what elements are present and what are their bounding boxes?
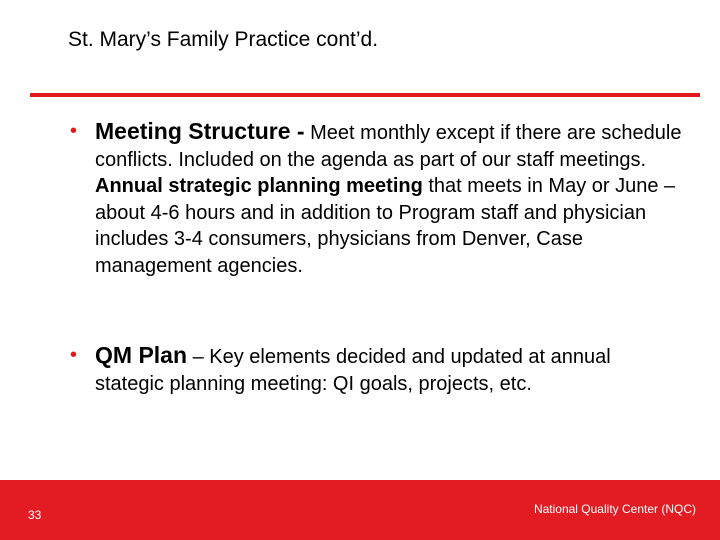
footer-organization: National Quality Center (NQC): [533, 502, 696, 516]
bullet-text: Meet monthly except if there are schedule conflicts. Included on the agenda as part of our staff meetings.: [95, 122, 682, 171]
bullet-meeting-structure: [70, 118, 685, 279]
bullet-heading: Meeting Structure -: [95, 118, 305, 144]
page-number: 33: [28, 508, 42, 522]
bullet-qm-plan: [70, 342, 685, 397]
bullet-text: – Key elements decided and updated at annual stategic planning meeting: QI goals, projects, etc.: [95, 346, 611, 395]
title-divider: [30, 93, 700, 97]
bullet-marker: •: [70, 120, 78, 142]
footer-bar: [0, 480, 720, 540]
bullet-heading: QM Plan: [95, 342, 188, 368]
slide-title: St. Mary’s Family Practice cont’d.: [68, 28, 379, 51]
bullet-marker: •: [70, 344, 78, 366]
bullet-emphasis: Annual strategic planning meeting: [95, 175, 423, 197]
bullet-text-continued: that meets in May or June – about 4-6 hours and in addition to Program staff and physician includes 3-4 consumers, physicians from Denver, Case management agencies.: [95, 175, 676, 277]
